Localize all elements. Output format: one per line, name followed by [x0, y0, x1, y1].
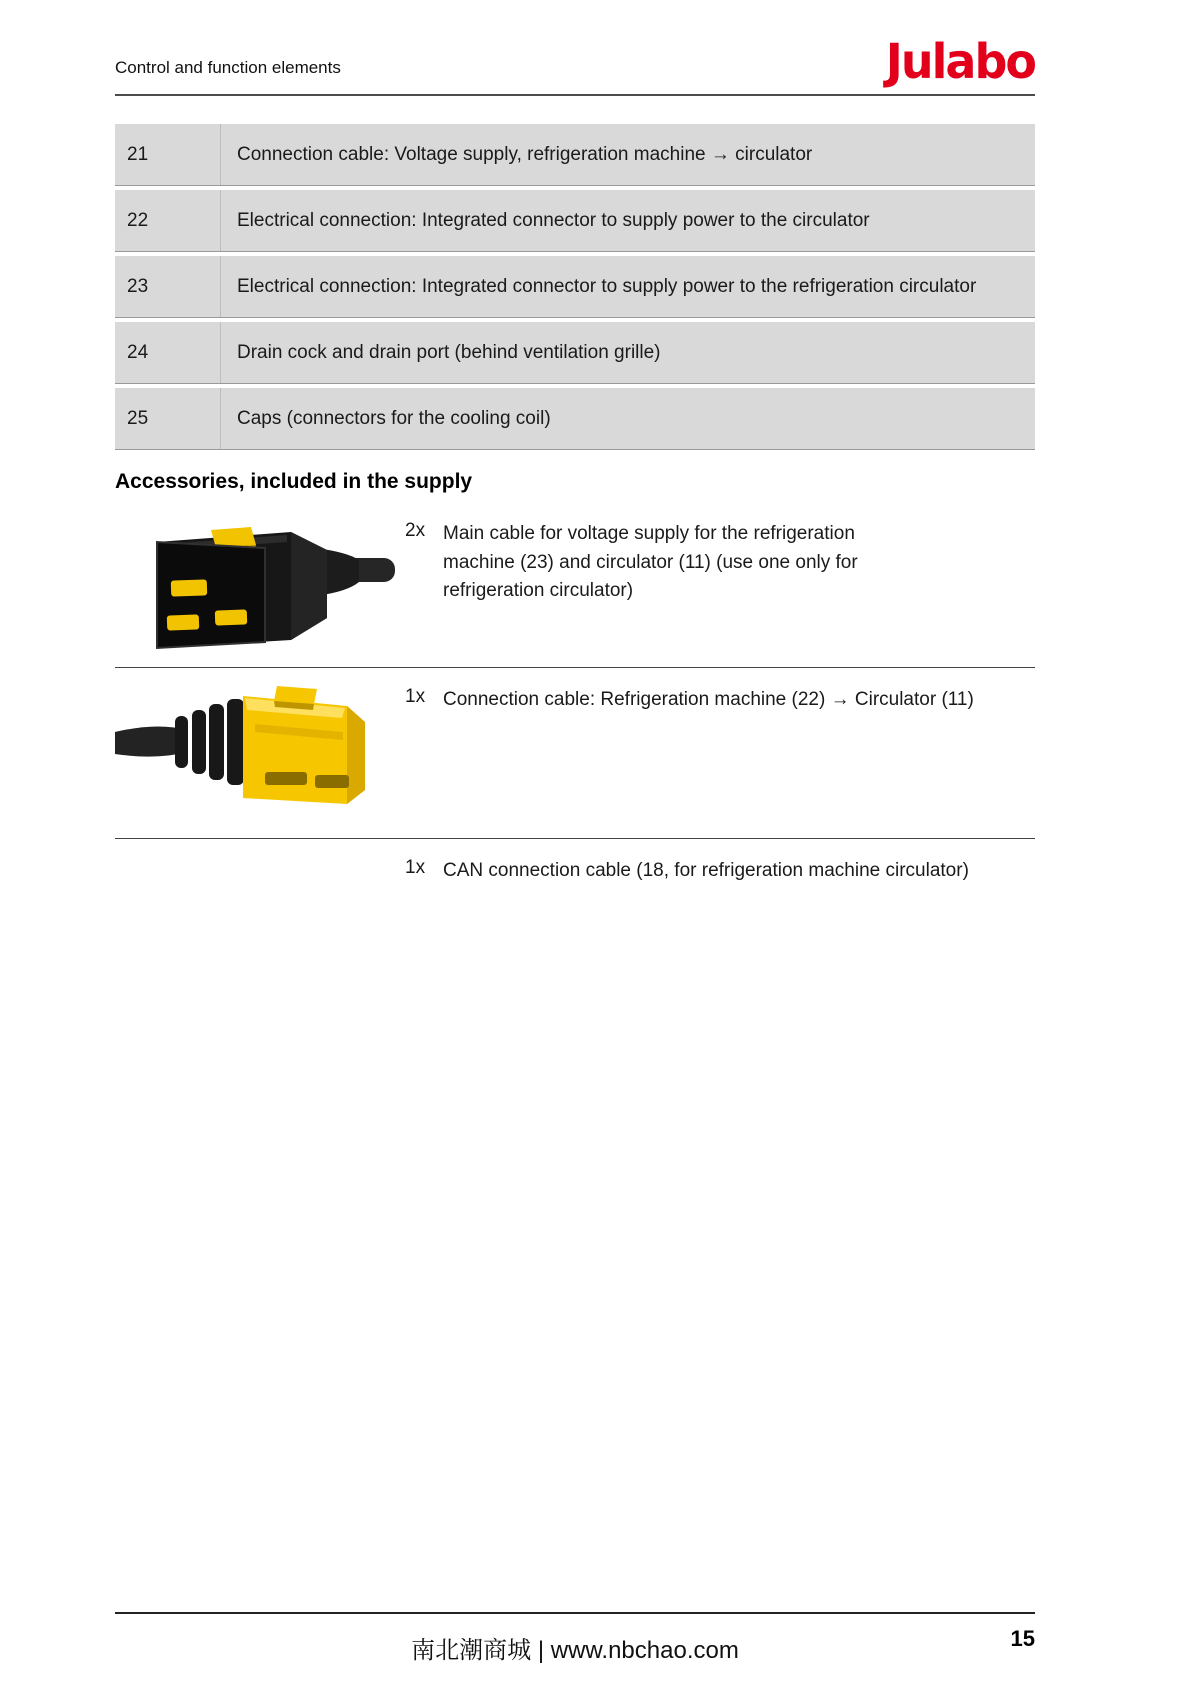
table-row: [115, 388, 1035, 450]
quantity-label: 1x: [405, 857, 426, 878]
row-description: Electrical connection: Integrated connector to supply power to the circulator: [237, 209, 870, 231]
accessory-description: CAN connection cable (18, for refrigeration machine circulator): [443, 860, 969, 881]
page-header: [115, 32, 1035, 96]
page-number: 15: [1010, 1626, 1035, 1651]
accessory-item: [115, 839, 1035, 900]
row-description: Drain cock and drain port (behind ventilation grille): [237, 341, 661, 363]
row-number: 22: [115, 190, 221, 251]
connector-photo-icon: [115, 684, 395, 824]
section-title: Control and function elements: [115, 58, 341, 77]
table-row: [115, 124, 1035, 186]
row-number: 24: [115, 322, 221, 383]
accessory-item: [115, 668, 1035, 839]
table-row: [115, 190, 1035, 252]
page-footer: [115, 1612, 1035, 1702]
accessories-list: [115, 502, 1035, 900]
black-c19-connector-image: [115, 518, 405, 653]
table-row: [115, 256, 1035, 318]
row-description: Electrical connection: Integrated connector to supply power to the refrigeration circulator: [237, 275, 977, 297]
row-number: 25: [115, 388, 221, 449]
accessory-description: Connection cable: Refrigeration machine (22) → Circulator (11): [443, 689, 974, 710]
row-description: Connection cable: Voltage supply, refrigeration machine → circulator: [237, 143, 813, 165]
row-description: Caps (connectors for the cooling coil): [237, 407, 551, 429]
parts-table: [115, 124, 1035, 450]
accessories-heading: Accessories, included in the supply: [115, 470, 473, 493]
footer-site-text: 南北潮商城 | www.nbchao.com: [411, 1637, 739, 1664]
accessory-item: [115, 502, 1035, 668]
row-number: 23: [115, 256, 221, 317]
julabo-logo: Julabo: [885, 32, 1035, 90]
yellow-c20-connector-image: [115, 684, 405, 824]
connector-photo-icon: [115, 518, 395, 653]
accessory-description: Main cable for voltage supply for the refrigeration machine (23) and circulator (11) (use one only for refrigeration circulator): [443, 523, 858, 601]
row-number: 21: [115, 124, 221, 185]
image-placeholder: [115, 855, 405, 863]
quantity-label: 2x: [405, 520, 426, 541]
quantity-label: 1x: [405, 686, 426, 707]
table-row: [115, 322, 1035, 384]
